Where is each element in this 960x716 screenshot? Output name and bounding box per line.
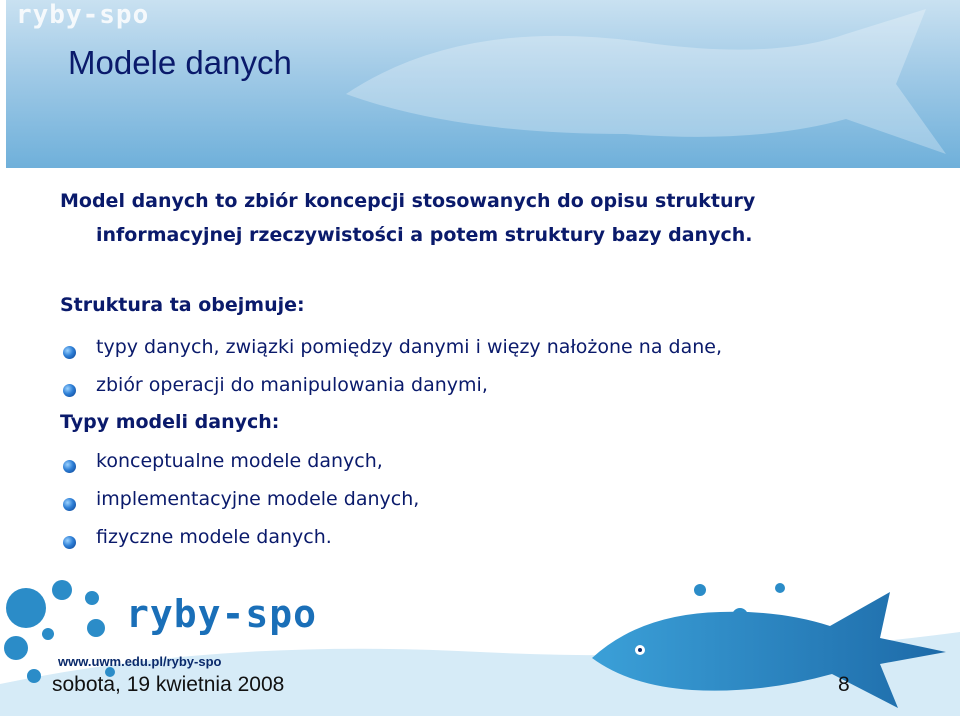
intro-line-1: Model danych to zbiór koncepcji stosowanych do opisu struktury [60,190,756,212]
footer-banner [0,572,960,716]
structure-heading: Struktura ta obejmuje: [60,294,305,316]
brand-logo-top: ryby-spo [16,0,150,30]
brand-logo-bottom: ryby-spo [126,592,318,636]
fish-watermark-icon [326,4,960,164]
list-item-text: fizyczne modele danych. [96,526,332,548]
header-banner [6,0,960,168]
bullet-icon [63,536,76,549]
page-number: 8 [838,673,850,696]
list-item-text: konceptualne modele danych, [96,450,383,472]
bullet-icon [63,498,76,511]
list-item-text: implementacyjne modele danych, [96,488,420,510]
bullet-icon [63,346,76,359]
types-heading: Typy modeli danych: [60,411,280,433]
bullet-icon [63,384,76,397]
bullet-icon [63,460,76,473]
intro-line-2: informacyjnej rzeczywistości a potem struktury bazy danych. [96,224,753,246]
footer-url[interactable]: www.uwm.edu.pl/ryby-spo [58,654,222,669]
list-item-text: zbiór operacji do manipulowania danymi, [96,374,488,396]
intro-paragraph [60,184,930,252]
footer-date: sobota, 19 kwietnia 2008 [52,673,285,696]
slide-title: Modele danych [68,44,292,81]
list-item-text: typy danych, związki pomiędzy danymi i więzy nałożone na dane, [96,336,722,358]
